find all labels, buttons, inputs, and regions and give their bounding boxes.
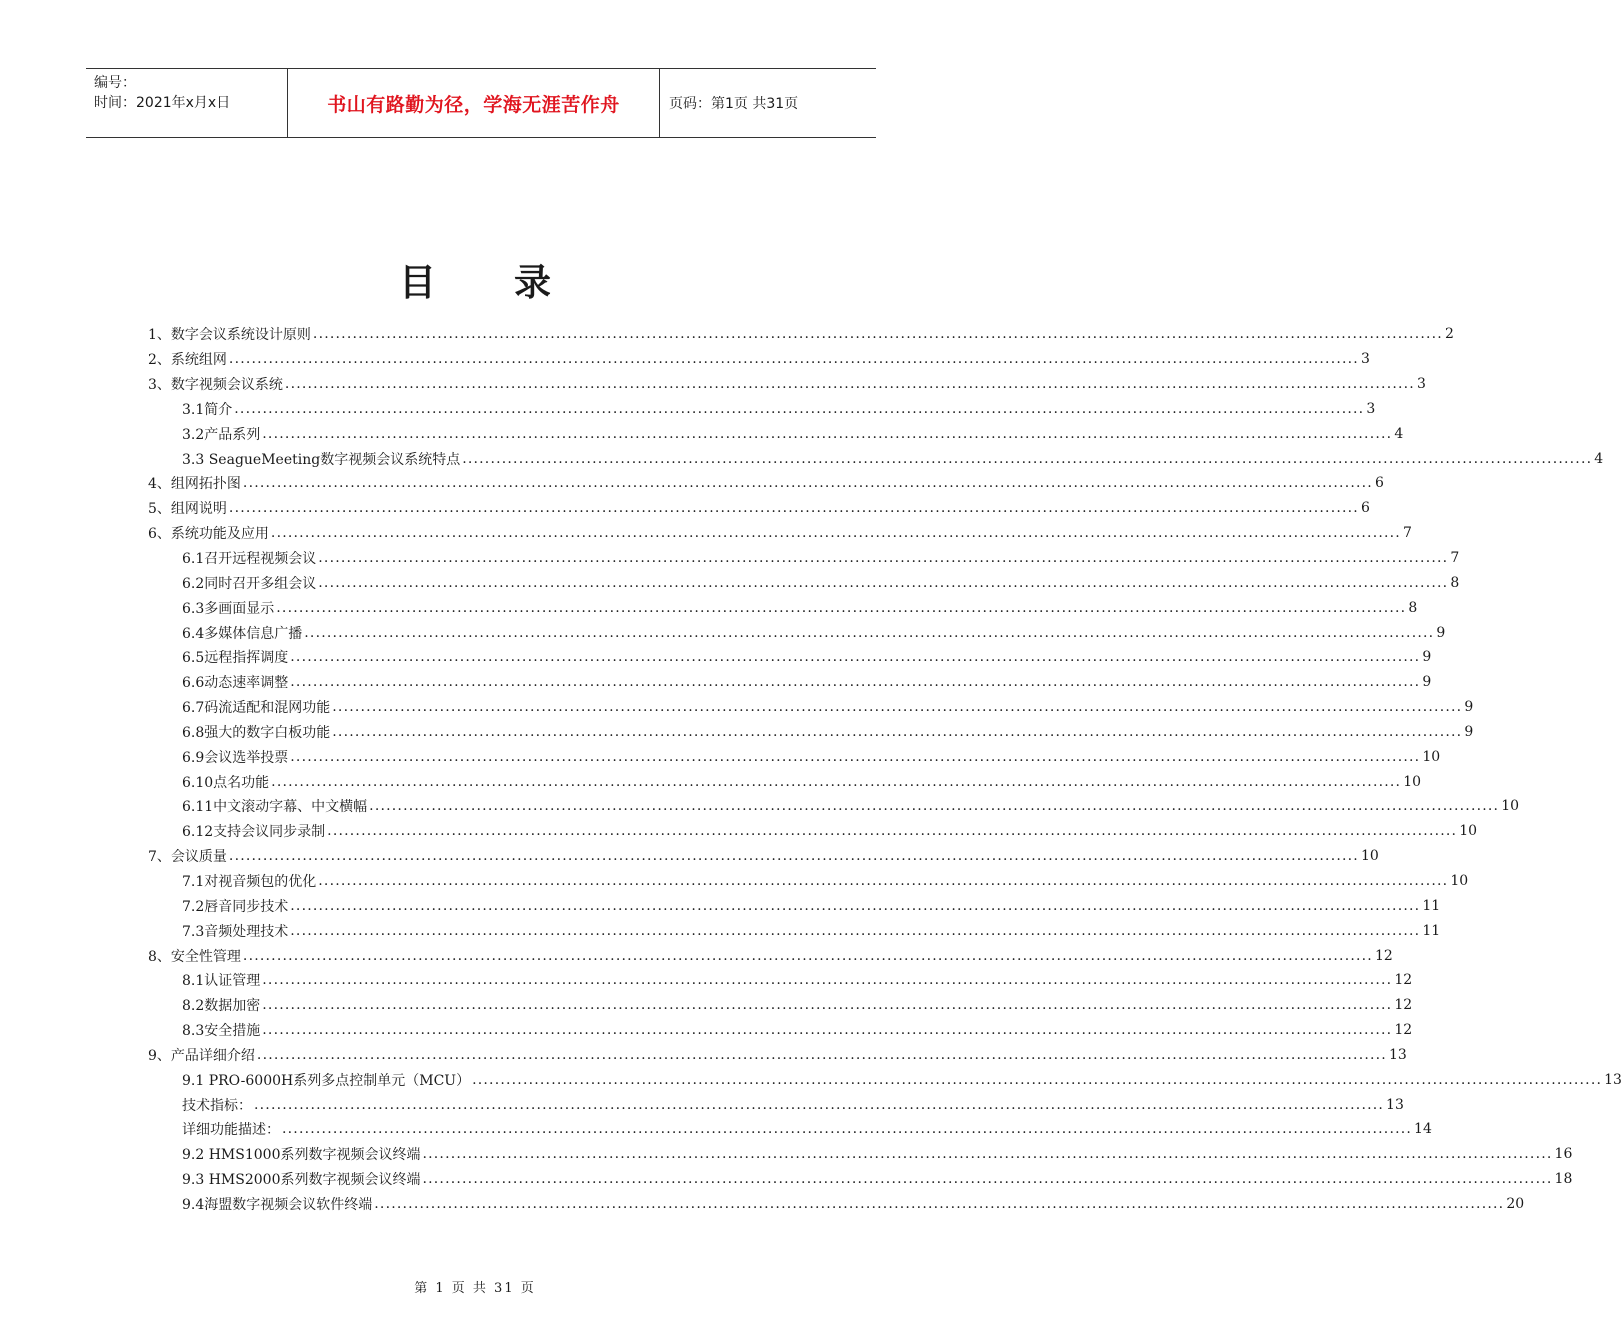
- toc-dot-leader: ........................................................................................................................................................................................................: [234, 400, 1365, 417]
- toc-entry-label: 8.3安全措施: [182, 1023, 261, 1040]
- header-page-info-cell: [660, 69, 876, 137]
- toc-dot-leader: ........................................................................................................................................................................................................: [422, 1146, 1553, 1163]
- header-motto: 书山有路勤为径，学海无涯苦作舟: [327, 93, 620, 116]
- toc-entry[interactable]: [148, 993, 1413, 1018]
- toc-dot-leader: ........................................................................................................................................................................................................: [228, 351, 1359, 368]
- toc-entry[interactable]: [148, 322, 1454, 347]
- toc-entry-label: 9.2 HMS1000系列数字视频会议终端: [182, 1147, 421, 1164]
- toc-entry-label: 3.2产品系列: [182, 426, 261, 443]
- table-of-contents: [148, 322, 1622, 1216]
- toc-dot-leader: ........................................................................................................................................................................................................: [228, 848, 1359, 865]
- toc-entry-page-number: 8: [1450, 574, 1460, 591]
- time-label: 时间：2021年x月x日: [94, 95, 231, 111]
- toc-entry-label: 详细功能描述：: [182, 1122, 280, 1139]
- toc-dot-leader: ........................................................................................................................................................................................................: [290, 674, 1421, 691]
- toc-entry[interactable]: [148, 1018, 1413, 1043]
- toc-entry-page-number: 9: [1464, 723, 1474, 740]
- toc-dot-leader: ........................................................................................................................................................................................................: [332, 723, 1463, 740]
- toc-entry[interactable]: [148, 645, 1432, 670]
- toc-entry-page-number: 4: [1594, 450, 1604, 467]
- toc-dot-leader: ........................................................................................................................................................................................................: [312, 326, 1443, 343]
- toc-entry[interactable]: [148, 918, 1441, 943]
- toc-dot-leader: ........................................................................................................................................................................................................: [262, 425, 1393, 442]
- toc-entry-page-number: 7: [1450, 550, 1460, 567]
- toc-entry-label: 6.1召开远程视频会议: [182, 551, 317, 568]
- toc-dot-leader: ........................................................................................................................................................................................................: [270, 525, 1401, 542]
- toc-entry[interactable]: [148, 1142, 1573, 1167]
- toc-entry-page-number: 12: [1394, 972, 1413, 989]
- toc-entry-label: 9.3 HMS2000系列数字视频会议终端: [182, 1172, 421, 1189]
- toc-entry[interactable]: [148, 769, 1422, 794]
- toc-dot-leader: ........................................................................................................................................................................................................: [262, 972, 1393, 989]
- toc-entry-page-number: 8: [1408, 599, 1418, 616]
- toc-entry-page-number: 7: [1402, 525, 1412, 542]
- toc-entry[interactable]: [148, 744, 1441, 769]
- toc-entry-page-number: 9: [1436, 624, 1446, 641]
- toc-entry-label: 7、会议质量: [148, 849, 227, 866]
- toc-entry-page-number: 12: [1394, 997, 1413, 1014]
- toc-entry[interactable]: [148, 372, 1426, 397]
- toc-entry-label: 9.1 PRO-6000H系列多点控制单元（MCU）: [182, 1072, 471, 1089]
- toc-dot-leader: ........................................................................................................................................................................................................: [228, 500, 1359, 517]
- toc-entry[interactable]: [148, 1042, 1407, 1067]
- toc-dot-leader: ........................................................................................................................................................................................................: [290, 897, 1421, 914]
- toc-entry-label: 6.11中文滚动字幕、中文横幅: [182, 799, 368, 816]
- toc-entry[interactable]: [148, 620, 1446, 645]
- toc-entry[interactable]: [148, 968, 1413, 993]
- toc-entry-page-number: 10: [1501, 798, 1520, 815]
- toc-entry-page-number: 10: [1360, 848, 1379, 865]
- toc-dot-leader: ........................................................................................................................................................................................................: [422, 1171, 1553, 1188]
- toc-entry[interactable]: [148, 471, 1384, 496]
- toc-dot-leader: ........................................................................................................................................................................................................: [318, 872, 1449, 889]
- toc-entry-label: 9.4海盟数字视频会议软件终端: [182, 1196, 373, 1213]
- toc-entry[interactable]: [148, 421, 1404, 446]
- toc-entry-page-number: 3: [1416, 376, 1426, 393]
- toc-entry-page-number: 10: [1459, 823, 1478, 840]
- toc-entry-page-number: 9: [1464, 699, 1474, 716]
- toc-dot-leader: ........................................................................................................................................................................................................: [327, 823, 1458, 840]
- toc-dot-leader: ........................................................................................................................................................................................................: [256, 1046, 1387, 1063]
- toc-entry-page-number: 9: [1422, 649, 1432, 666]
- toc-entry[interactable]: [148, 670, 1432, 695]
- toc-entry[interactable]: [148, 1192, 1525, 1217]
- toc-entry-label: 1、数字会议系统设计原则: [148, 327, 311, 344]
- toc-entry-label: 6.5远程指挥调度: [182, 650, 289, 667]
- toc-entry-label: 6.8强大的数字白板功能: [182, 724, 331, 741]
- toc-entry-label: 5、组网说明: [148, 501, 227, 518]
- header-page-info: 页码：第1页 共31页: [669, 96, 799, 112]
- header-meta: [86, 69, 287, 137]
- toc-dot-leader: ........................................................................................................................................................................................................: [284, 376, 1415, 393]
- toc-dot-leader: ........................................................................................................................................................................................................: [462, 450, 1593, 467]
- toc-entry[interactable]: [148, 521, 1412, 546]
- toc-entry[interactable]: [148, 446, 1604, 471]
- toc-dot-leader: ........................................................................................................................................................................................................: [262, 1022, 1393, 1039]
- toc-entry-label: 3.3 SeagueMeeting数字视频会议系统特点: [182, 451, 461, 468]
- toc-entry-page-number: 10: [1422, 748, 1441, 765]
- toc-entry-label: 7.2唇音同步技术: [182, 898, 289, 915]
- toc-entry-label: 2、系统组网: [148, 352, 227, 369]
- toc-entry[interactable]: [148, 794, 1520, 819]
- toc-entry-page-number: 16: [1554, 1146, 1573, 1163]
- toc-dot-leader: ........................................................................................................................................................................................................: [472, 1071, 1603, 1088]
- toc-entry-label: 6、系统功能及应用: [148, 526, 269, 543]
- toc-entry-page-number: 13: [1388, 1046, 1407, 1063]
- toc-entry-label: 6.10点名功能: [182, 774, 270, 791]
- toc-entry-page-number: 12: [1394, 1022, 1413, 1039]
- toc-entry-page-number: 13: [1604, 1071, 1622, 1088]
- toc-entry-label: 8.2数据加密: [182, 998, 261, 1015]
- toc-entry-page-number: 3: [1360, 351, 1370, 368]
- toc-dot-leader: ........................................................................................................................................................................................................: [369, 798, 1500, 815]
- toc-dot-leader: ........................................................................................................................................................................................................: [290, 748, 1421, 765]
- toc-dot-leader: ........................................................................................................................................................................................................: [374, 1195, 1505, 1212]
- toc-dot-leader: ........................................................................................................................................................................................................: [262, 997, 1393, 1014]
- toc-entry[interactable]: [148, 397, 1376, 422]
- toc-entry-label: 6.9会议选举投票: [182, 749, 289, 766]
- toc-entry-label: 6.12支持会议同步录制: [182, 824, 326, 841]
- toc-entry[interactable]: [148, 496, 1370, 521]
- toc-entry-label: 6.4多媒体信息广播: [182, 625, 303, 642]
- toc-entry[interactable]: [148, 1092, 1404, 1117]
- toc-entry[interactable]: [148, 943, 1393, 968]
- toc-entry-page-number: 10: [1403, 773, 1422, 790]
- toc-entry-label: 6.3多画面显示: [182, 600, 275, 617]
- toc-dot-leader: ........................................................................................................................................................................................................: [332, 699, 1463, 716]
- toc-entry[interactable]: [148, 570, 1460, 595]
- toc-entry-page-number: 13: [1386, 1096, 1404, 1113]
- toc-entry-label: 9、产品详细介绍: [148, 1047, 255, 1064]
- toc-entry-label: 8.1认证管理: [182, 973, 261, 990]
- toc-dot-leader: ........................................................................................................................................................................................................: [254, 1096, 1385, 1113]
- toc-entry-page-number: 2: [1444, 326, 1454, 343]
- toc-entry-label: 7.1对视音频包的优化: [182, 873, 317, 890]
- toc-entry[interactable]: [148, 595, 1418, 620]
- toc-dot-leader: ........................................................................................................................................................................................................: [242, 947, 1373, 964]
- toc-entry[interactable]: [148, 546, 1460, 571]
- toc-entry-label: 6.2同时召开多组会议: [182, 575, 317, 592]
- toc-entry[interactable]: [148, 720, 1474, 745]
- toc-entry-page-number: 14: [1414, 1121, 1432, 1138]
- serial-number-label: 编号：: [94, 75, 136, 91]
- toc-entry-label: 6.7码流适配和混网功能: [182, 700, 331, 717]
- toc-entry[interactable]: [148, 819, 1478, 844]
- toc-entry-page-number: 6: [1374, 475, 1384, 492]
- toc-entry[interactable]: [148, 347, 1370, 372]
- toc-entry-label: 7.3音频处理技术: [182, 923, 289, 940]
- toc-entry-page-number: 12: [1374, 947, 1393, 964]
- toc-dot-leader: ........................................................................................................................................................................................................: [304, 624, 1435, 641]
- toc-dot-leader: ........................................................................................................................................................................................................: [282, 1121, 1413, 1138]
- toc-entry-label: 技术指标：: [182, 1097, 252, 1114]
- toc-entry-label: 6.6动态速率调整: [182, 675, 289, 692]
- toc-entry-page-number: 11: [1422, 897, 1441, 914]
- toc-dot-leader: ........................................................................................................................................................................................................: [318, 574, 1449, 591]
- toc-entry[interactable]: [148, 844, 1379, 869]
- toc-dot-leader: ........................................................................................................................................................................................................: [242, 475, 1373, 492]
- page-footer: 第 1 页 共 31 页: [414, 1281, 536, 1296]
- toc-entry[interactable]: [148, 869, 1469, 894]
- toc-entry-page-number: 4: [1394, 425, 1404, 442]
- toc-dot-leader: ........................................................................................................................................................................................................: [290, 922, 1421, 939]
- header-motto-cell: [287, 69, 660, 137]
- toc-dot-leader: ........................................................................................................................................................................................................: [271, 773, 1402, 790]
- toc-entry[interactable]: [148, 1067, 1622, 1092]
- toc-entry[interactable]: [148, 893, 1441, 918]
- toc-dot-leader: ........................................................................................................................................................................................................: [318, 550, 1449, 567]
- toc-entry[interactable]: [148, 1167, 1573, 1192]
- toc-entry-page-number: 11: [1422, 922, 1441, 939]
- toc-entry-page-number: 18: [1554, 1171, 1573, 1188]
- toc-entry-page-number: 20: [1506, 1195, 1525, 1212]
- page-title: 目录: [399, 260, 629, 304]
- toc-entry-page-number: 3: [1366, 400, 1376, 417]
- toc-entry-label: 4、组网拓扑图: [148, 476, 241, 493]
- toc-dot-leader: ........................................................................................................................................................................................................: [276, 599, 1407, 616]
- toc-entry[interactable]: [148, 695, 1474, 720]
- toc-entry-label: 8、安全性管理: [148, 948, 241, 965]
- toc-dot-leader: ........................................................................................................................................................................................................: [290, 649, 1421, 666]
- document-header: [86, 68, 876, 138]
- toc-entry-label: 3、数字视频会议系统: [148, 377, 283, 394]
- toc-entry[interactable]: [148, 1117, 1432, 1142]
- toc-entry-label: 3.1简介: [182, 401, 233, 418]
- toc-entry-page-number: 9: [1422, 674, 1432, 691]
- toc-entry-page-number: 6: [1360, 500, 1370, 517]
- toc-entry-page-number: 10: [1450, 872, 1469, 889]
